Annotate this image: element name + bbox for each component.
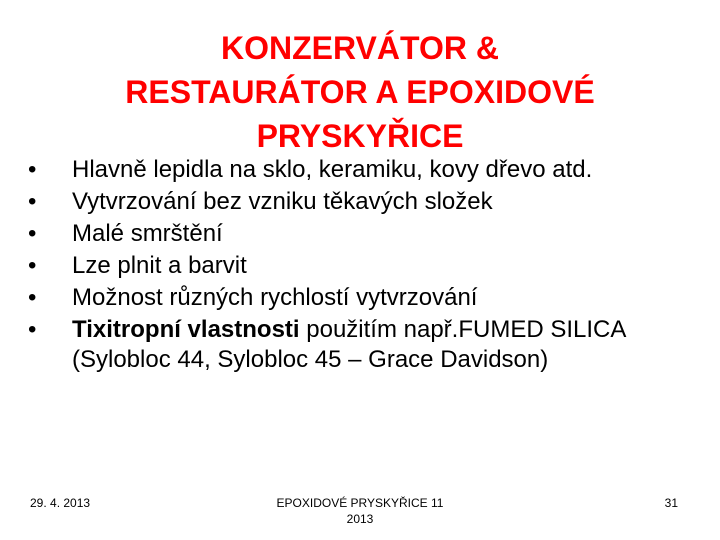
bullet-icon: • bbox=[28, 220, 37, 247]
bullet-item bbox=[28, 251, 698, 281]
footer-title-line-2: 2013 bbox=[346, 512, 374, 526]
bullet-text: Lze plnit a barvit bbox=[72, 252, 247, 279]
bullet-icon: • bbox=[28, 316, 37, 343]
bullet-item bbox=[28, 155, 698, 185]
title-line-1: KONZERVÁTOR & bbox=[221, 30, 499, 66]
bullet-icon: • bbox=[28, 156, 37, 183]
footer-title-line-1: EPOXIDOVÉ PRYSKYŘICE 11 bbox=[276, 496, 444, 510]
bullet-icon: • bbox=[28, 252, 37, 279]
bullet-item bbox=[28, 187, 698, 217]
bullet-item bbox=[28, 219, 698, 249]
bullet-list bbox=[28, 155, 698, 377]
page-number: 31 bbox=[664, 496, 678, 510]
bullet-text: Hlavně lepidla na sklo, keramiku, kovy dřevo atd. bbox=[72, 156, 593, 183]
bullet-text: Možnost různých rychlostí vytvrzování bbox=[72, 284, 478, 311]
title-line-2: RESTAURÁTOR A EPOXIDOVÉ bbox=[125, 74, 595, 110]
bullet-item bbox=[28, 315, 698, 375]
bullet-bold-text: Tixitropní vlastnosti bbox=[72, 316, 300, 343]
footer-title bbox=[250, 495, 470, 527]
bullet-icon: • bbox=[28, 284, 37, 311]
title-line-3: PRYSKYŘICE bbox=[256, 118, 464, 154]
bullet-text: použitím např.FUMED SILICA (Sylobloc 44, Sylobloc 45 – Grace Davidson) bbox=[72, 316, 626, 373]
footer-date: 29. 4. 2013 bbox=[30, 496, 91, 510]
slide-title bbox=[60, 26, 660, 158]
bullet-text: Malé smrštění bbox=[72, 220, 223, 247]
bullet-text: Vytvrzování bez vzniku těkavých složek bbox=[72, 188, 493, 215]
bullet-icon: • bbox=[28, 188, 37, 215]
bullet-item bbox=[28, 283, 698, 313]
